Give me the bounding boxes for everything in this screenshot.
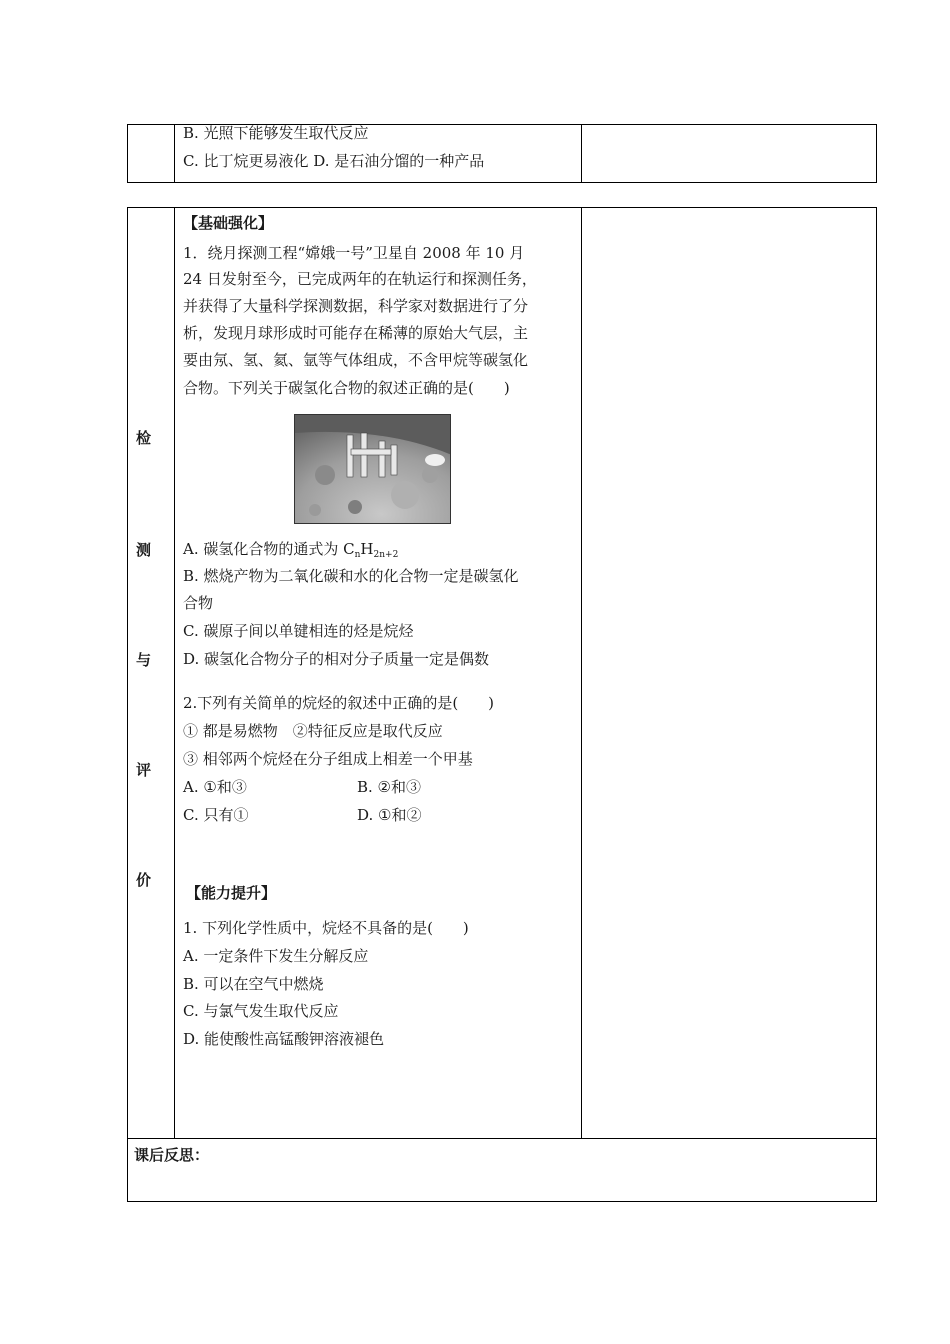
- top-table-divider-right: [581, 124, 582, 183]
- basic-q2-option-c: C. 只有①: [183, 806, 249, 824]
- basic-q1-line2: 24 日发射至今，已完成两年的在轨运行和探测任务，: [183, 270, 537, 288]
- top-table-divider-left: [174, 124, 175, 183]
- basic-q2-option-b: B. ②和③: [357, 778, 422, 796]
- basic-q2-option-a: A. ①和③: [183, 778, 247, 796]
- basic-q1-line6: 合物。下列关于碳氢化合物的叙述正确的是( ): [183, 379, 510, 397]
- side-label-ce: 测: [136, 541, 152, 559]
- advanced-q1-option-d: D. 能使酸性高锰酸钾溶液褪色: [183, 1030, 385, 1048]
- top-option-cd: C. 比丁烷更易液化 D. 是石油分馏的一种产品: [183, 152, 485, 170]
- basic-q1-line1: 1．绕月探测工程“嫦娥一号”卫星自 2008 年 10 月: [183, 244, 525, 262]
- reflection-row-divider: [127, 1138, 877, 1139]
- side-label-yu: 与: [136, 651, 152, 669]
- advanced-heading: 【能力提升】: [186, 884, 277, 902]
- advanced-q1-option-a: A. 一定条件下发生分解反应: [183, 947, 369, 965]
- top-option-b: B. 光照下能够发生取代反应: [183, 124, 369, 142]
- advanced-q1-option-c: C. 与氯气发生取代反应: [183, 1002, 339, 1020]
- side-label-jia: 价: [136, 871, 152, 889]
- basic-q1-option-c: C. 碳原子间以单键相连的烃是烷烃: [183, 622, 414, 640]
- lunar-satellite-photo: [294, 414, 451, 524]
- basic-q1-option-d: D. 碳氢化合物分子的相对分子质量一定是偶数: [183, 650, 490, 668]
- basic-q1-line5: 要由氖、氢、氦、氩等气体组成，不含甲烷等碳氢化: [183, 351, 529, 369]
- basic-q2-statement-1: ① 都是易燃物 ②特征反应是取代反应: [183, 722, 443, 740]
- basic-q2-option-d: D. ①和②: [357, 806, 422, 824]
- basic-q1-option-b-line1: B. 燃烧产物为二氧化碳和水的化合物一定是碳氢化: [183, 567, 519, 585]
- basic-q2-stem: 2.下列有关简单的烷烃的叙述中正确的是( ): [183, 694, 495, 712]
- main-table-divider-right: [581, 207, 582, 1138]
- reflection-label: 课后反思：: [134, 1146, 210, 1164]
- basic-q1-option-b-line2: 合物: [183, 594, 214, 612]
- side-label-jian: 检: [136, 429, 152, 447]
- lunar-photo-svg: [295, 415, 451, 524]
- advanced-q1-option-b: B. 可以在空气中燃烧: [183, 975, 324, 993]
- advanced-q1-stem: 1. 下列化学性质中，烷烃不具备的是( ): [183, 919, 469, 937]
- basic-q2-statement-2: ③ 相邻两个烷烃在分子组成上相差一个甲基: [183, 750, 473, 768]
- basic-q1-option-a: A. 碳氢化合物的通式为 $C_nH_{2n+2}$: [183, 540, 399, 560]
- basic-q1-line3: 并获得了大量科学探测数据，科学家对数据进行了分: [183, 297, 529, 315]
- basic-q1-line4: 析，发现月球形成时可能存在稀薄的原始大气层，主: [183, 324, 529, 342]
- main-table-divider-left: [174, 207, 175, 1138]
- side-label-ping: 评: [136, 761, 152, 779]
- basic-heading: 【基础强化】: [183, 214, 274, 232]
